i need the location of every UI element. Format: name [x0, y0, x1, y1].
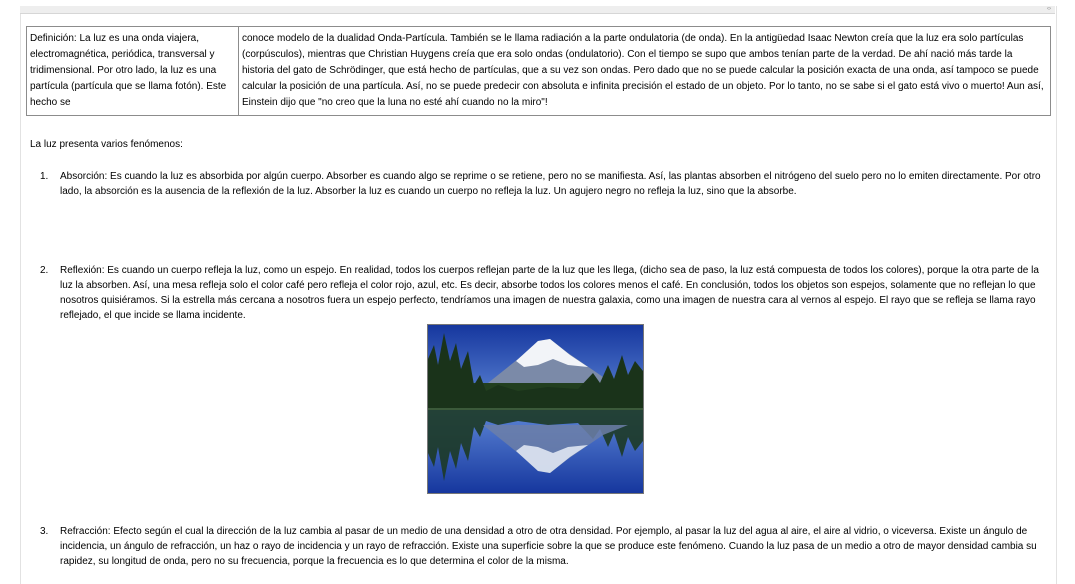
list-item-text: Reflexión: Es cuando un cuerpo refleja la luz, como un espejo. En realidad, todos los cuerpos reflejan parte de la luz que les llega, (dicho sea de paso, la luz está compuesta de todos los colores), porque la otra parte de la luz la absorben. Así, una mesa refleja solo el color café pero refleja el color rojo, azul, etc. Es decir, absorbe todos los colores menos el café. En conclusión, todos los objetos son espejos, solamente que no reflejan lo que nosotros quisiéramos. Si la estrella más cercana a nosotros fuera un espejo perfecto, tendríamos una imagen de nuestra galaxia, como una imagen de nuestra cara al vernos al espejo. El rayo que se refleja se llama rayo reflejado, el que incide se llama incidente. [60, 265, 1039, 321]
phenomena-intro: La luz presenta varios fenómenos: [30, 139, 183, 150]
mountain-lake-reflection-image [427, 324, 644, 494]
definition-cell-right: conoce modelo de la dualidad Onda-Partícula. También se le llama radiación a la parte ondulatoria (de onda). En la antigüedad Isaac Newton creía que la luz era solo partículas (corpúsculos), mientras que Christian Huygens creía que era solo ondas (ondulatorio). Con el tiempo se supo que ambos tenían parte de la verdad. De ahí nació más tarde la historia del gato de Schrödinger, que está hecho de partículas, que a su vez son ondas. Pero dado que no se puede calcular la posición exacta de una onda, así tampoco se puede calcular la posición de una partícula. Así, no se puede predecir con absoluta e infinita precisión el estado de un objeto. Por lo tanto, no se sabe si el gato está vivo o muerto! Aun así, Einstein dijo que "no creo que la luna no esté ahí cuando no la miro"! [239, 27, 1051, 116]
resize-handle-icon[interactable]: ‹› [1047, 6, 1051, 12]
list-number: 2. [40, 265, 49, 276]
list-item-refraction [40, 524, 1050, 569]
definition-cell-left: Definición: La luz es una onda viajera, electromagnética, periódica, transversal y tridimensional. Por otro lado, la luz es una partícula (partícula que se llama fotón). Este hecho se [27, 27, 239, 116]
list-item-reflection [40, 263, 1050, 323]
list-number: 3. [40, 526, 49, 537]
list-item-text: Absorción: Es cuando la luz es absorbida por algún cuerpo. Absorber es cuando algo se reprime o se retiene, pero no se manifiesta. Así, las plantas absorben el nitrógeno del suelo pero no lo emiten directamente. Por otro lado, la absorción es la ausencia de la reflexión de la luz. Absorber la luz es cuando un cuerpo no refleja la luz. Un agujero negro no refleja la luz, sino que la absorbe. [60, 171, 1041, 197]
editor-top-bar [20, 6, 1055, 14]
list-number: 1. [40, 171, 49, 182]
table-row [27, 27, 1051, 116]
list-item-absorption [40, 169, 1050, 199]
definition-table [26, 26, 1051, 116]
list-item-text: Refracción: Efecto según el cual la dirección de la luz cambia al pasar de un medio de una densidad a otro de otra densidad. Por ejemplo, al pasar la luz del agua al aire, el aire al vidrio, o viceversa. Existe un ángulo de incidencia, un ángulo de refracción, un haz o rayo de incidencia y un rayo de refracción. Existe una superficie sobre la que se produce este fenómeno. Cuando la luz pasa de un medio a otro de mayor densidad cambia su rapidez, su longitud de onda, pero no su frecuencia, porque la frecuencia es lo que determina el color de la misma. [60, 526, 1037, 567]
